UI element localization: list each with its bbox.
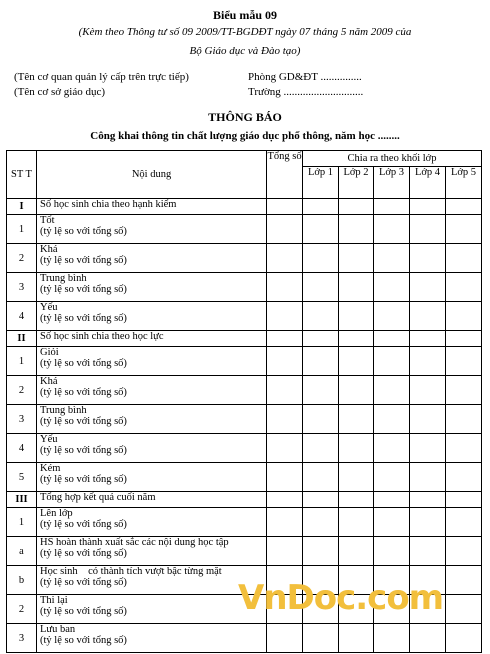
section-row <box>7 492 482 508</box>
total-cell[interactable] <box>267 331 303 347</box>
grade-cell[interactable] <box>303 302 339 331</box>
grade-cell[interactable] <box>339 376 374 405</box>
row-note: (tỷ lệ so với tổng số) <box>40 474 127 485</box>
grade-cell[interactable] <box>410 331 446 347</box>
row-stt: b <box>7 566 37 595</box>
row-note: (tỷ lệ so với tổng số) <box>40 416 127 427</box>
row-stt: 4 <box>7 434 37 463</box>
grade-cell[interactable] <box>374 537 410 566</box>
row-stt: I <box>7 199 37 215</box>
total-cell[interactable] <box>267 376 303 405</box>
row-stt: 5 <box>7 463 37 492</box>
department-field: Phòng GD&ĐT ............... <box>248 71 362 83</box>
grade-cell[interactable] <box>339 508 374 537</box>
grade-cell[interactable] <box>374 302 410 331</box>
row-content <box>37 566 267 595</box>
grade-cell[interactable] <box>339 302 374 331</box>
row-label: Lưu ban <box>40 624 76 635</box>
row-stt: 3 <box>7 405 37 434</box>
notice-subtitle: Công khai thông tin chất lượng giáo dục phổ thông, năm học ........ <box>90 130 400 142</box>
grade-cell[interactable] <box>410 347 446 376</box>
grade-cell[interactable] <box>410 405 446 434</box>
table-row <box>7 347 482 376</box>
total-cell[interactable] <box>267 347 303 376</box>
row-content <box>37 434 267 463</box>
header-grade-5: Lớp 5 <box>446 167 482 199</box>
row-stt: 1 <box>7 347 37 376</box>
row-content <box>37 331 267 347</box>
grade-cell[interactable] <box>374 273 410 302</box>
school-name-label: (Tên cơ sở giáo dục) <box>14 86 106 98</box>
grade-cell[interactable] <box>303 273 339 302</box>
grade-cell[interactable] <box>374 492 410 508</box>
grade-cell[interactable] <box>303 434 339 463</box>
grade-cell[interactable] <box>374 508 410 537</box>
grade-cell[interactable] <box>446 463 482 492</box>
table-row <box>7 508 482 537</box>
table-row <box>7 434 482 463</box>
grade-cell[interactable] <box>339 215 374 244</box>
grade-cell[interactable] <box>410 508 446 537</box>
total-cell[interactable] <box>267 463 303 492</box>
table-row <box>7 405 482 434</box>
row-note: (tỷ lệ so với tổng số) <box>40 313 127 324</box>
row-stt: 4 <box>7 302 37 331</box>
row-label: Trung bình <box>40 273 87 284</box>
grade-cell[interactable] <box>374 215 410 244</box>
grade-cell[interactable] <box>410 376 446 405</box>
row-stt: 2 <box>7 376 37 405</box>
table-row <box>7 537 482 566</box>
grade-cell[interactable] <box>374 376 410 405</box>
header-grade-3: Lớp 3 <box>374 167 410 199</box>
grade-cell[interactable] <box>410 537 446 566</box>
grade-cell[interactable] <box>410 463 446 492</box>
grade-cell[interactable] <box>339 347 374 376</box>
row-label: Số học sinh chia theo học lực <box>40 331 164 342</box>
row-label: Lên lớp <box>40 508 73 519</box>
vndoc-watermark-logo: VnDoc.com <box>238 578 444 618</box>
grade-cell[interactable] <box>339 199 374 215</box>
row-stt: 3 <box>7 273 37 302</box>
grade-cell[interactable] <box>339 463 374 492</box>
header-content: Nội dung <box>37 151 267 199</box>
grade-cell[interactable] <box>339 434 374 463</box>
grade-cell[interactable] <box>374 331 410 347</box>
grade-cell[interactable] <box>446 508 482 537</box>
row-stt: 1 <box>7 508 37 537</box>
row-content <box>37 624 267 653</box>
grade-cell[interactable] <box>374 244 410 273</box>
row-stt: 1 <box>7 215 37 244</box>
row-note: (tỷ lệ so với tổng số) <box>40 548 127 559</box>
row-stt: 3 <box>7 624 37 653</box>
grade-cell[interactable] <box>374 405 410 434</box>
row-content <box>37 508 267 537</box>
table-row <box>7 376 482 405</box>
grade-cell[interactable] <box>303 463 339 492</box>
table-row <box>7 624 482 653</box>
grade-cell[interactable] <box>374 434 410 463</box>
grade-cell[interactable] <box>446 347 482 376</box>
grade-cell[interactable] <box>446 376 482 405</box>
total-cell[interactable] <box>267 273 303 302</box>
header-grade-group: Chia ra theo khối lớp <box>303 151 482 167</box>
grade-cell[interactable] <box>303 508 339 537</box>
row-stt: III <box>7 492 37 508</box>
grade-cell[interactable] <box>446 331 482 347</box>
table-row <box>7 273 482 302</box>
header-grade-1: Lớp 1 <box>303 167 339 199</box>
section-row <box>7 199 482 215</box>
row-stt: a <box>7 537 37 566</box>
circular-reference: (Kèm theo Thông tư số 09 2009/TT-BGDĐT ngày 07 tháng 5 năm 2009 của <box>78 26 412 38</box>
grade-cell[interactable] <box>339 273 374 302</box>
header-grade-4: Lớp 4 <box>410 167 446 199</box>
row-label: Trung bình <box>40 405 87 416</box>
notice-title: THÔNG BÁO <box>208 110 282 124</box>
grade-cell[interactable] <box>446 595 482 624</box>
row-label: Số học sinh chia theo hạnh kiểm <box>40 199 177 210</box>
row-label: Khá <box>40 376 58 387</box>
row-content <box>37 463 267 492</box>
header-total: Tổng số <box>267 151 303 199</box>
table-row <box>7 463 482 492</box>
grade-cell[interactable] <box>339 492 374 508</box>
row-content <box>37 347 267 376</box>
row-note: (tỷ lệ so với tổng số) <box>40 445 127 456</box>
total-cell[interactable] <box>267 302 303 331</box>
row-note: (tỷ lệ so với tổng số) <box>40 519 127 530</box>
grade-cell[interactable] <box>446 566 482 595</box>
row-label: Yếu <box>40 434 58 445</box>
grade-cell[interactable] <box>339 331 374 347</box>
grade-cell[interactable] <box>410 492 446 508</box>
total-cell[interactable] <box>267 244 303 273</box>
form-title: Biểu mẫu 09 <box>212 8 277 22</box>
row-note: (tỷ lệ so với tổng số) <box>40 387 127 398</box>
table-row <box>7 302 482 331</box>
row-label: Tổng hợp kết quả cuối năm <box>40 492 156 503</box>
school-field: Trường ............................. <box>248 86 364 98</box>
total-cell[interactable] <box>267 215 303 244</box>
header-stt: ST T <box>7 151 37 199</box>
grade-cell[interactable] <box>303 492 339 508</box>
grade-cell[interactable] <box>446 492 482 508</box>
grade-cell[interactable] <box>446 405 482 434</box>
grade-cell[interactable] <box>303 537 339 566</box>
row-content <box>37 199 267 215</box>
section-row <box>7 331 482 347</box>
grade-cell[interactable] <box>446 273 482 302</box>
grade-cell[interactable] <box>303 331 339 347</box>
grade-cell[interactable] <box>446 434 482 463</box>
row-note: (tỷ lệ so với tổng số) <box>40 577 127 588</box>
row-note: (tỷ lệ so với tổng số) <box>40 358 127 369</box>
total-cell[interactable] <box>267 624 303 653</box>
grade-cell[interactable] <box>410 273 446 302</box>
row-content <box>37 215 267 244</box>
grade-cell[interactable] <box>410 624 446 653</box>
grade-cell[interactable] <box>446 199 482 215</box>
total-cell[interactable] <box>267 508 303 537</box>
row-content <box>37 376 267 405</box>
total-cell[interactable] <box>267 492 303 508</box>
row-note: (tỷ lệ so với tổng số) <box>40 284 127 295</box>
row-content <box>37 537 267 566</box>
grade-cell[interactable] <box>339 244 374 273</box>
grade-cell[interactable] <box>303 624 339 653</box>
row-content <box>37 595 267 624</box>
grade-cell[interactable] <box>410 244 446 273</box>
grade-cell[interactable] <box>303 405 339 434</box>
row-label: Thi lại <box>40 595 68 606</box>
grade-cell[interactable] <box>374 624 410 653</box>
grade-cell[interactable] <box>410 199 446 215</box>
grade-cell[interactable] <box>446 302 482 331</box>
total-cell[interactable] <box>267 537 303 566</box>
ministry-reference: Bộ Giáo dục và Đào tạo) <box>189 45 301 57</box>
grade-cell[interactable] <box>339 624 374 653</box>
table-row <box>7 244 482 273</box>
grade-cell[interactable] <box>374 347 410 376</box>
grade-cell[interactable] <box>410 434 446 463</box>
row-label: Giỏi <box>40 347 59 358</box>
total-cell[interactable] <box>267 434 303 463</box>
grade-cell[interactable] <box>303 244 339 273</box>
grade-cell[interactable] <box>446 244 482 273</box>
row-note: (tỷ lệ so với tổng số) <box>40 635 127 646</box>
row-label: Tốt <box>40 215 55 226</box>
grade-cell[interactable] <box>446 215 482 244</box>
grade-cell[interactable] <box>374 463 410 492</box>
total-cell[interactable] <box>267 199 303 215</box>
row-note: (tỷ lệ so với tổng số) <box>40 255 127 266</box>
grade-cell[interactable] <box>446 624 482 653</box>
table-row <box>7 215 482 244</box>
grade-cell[interactable] <box>303 347 339 376</box>
row-note: (tỷ lệ so với tổng số) <box>40 606 127 617</box>
row-stt: 2 <box>7 595 37 624</box>
grade-cell[interactable] <box>410 215 446 244</box>
row-stt: 2 <box>7 244 37 273</box>
row-label: Khá <box>40 244 58 255</box>
row-label: HS hoàn thành xuất sắc các nội dung học tập <box>40 537 229 548</box>
row-label: Yếu <box>40 302 58 313</box>
row-content <box>37 273 267 302</box>
parent-agency-label: (Tên cơ quan quản lý cấp trên trực tiếp) <box>14 71 189 83</box>
grade-cell[interactable] <box>374 199 410 215</box>
row-content <box>37 302 267 331</box>
row-stt: II <box>7 331 37 347</box>
grade-cell[interactable] <box>303 215 339 244</box>
header-grade-2: Lớp 2 <box>339 167 374 199</box>
grade-cell[interactable] <box>446 537 482 566</box>
row-label: Kém <box>40 463 61 474</box>
row-content <box>37 405 267 434</box>
row-label: Học sinh có thành tích vượt bậc từng mặt <box>40 566 222 577</box>
grade-cell[interactable] <box>339 537 374 566</box>
row-content <box>37 244 267 273</box>
grade-cell[interactable] <box>303 199 339 215</box>
grade-cell[interactable] <box>303 376 339 405</box>
total-cell[interactable] <box>267 405 303 434</box>
row-content <box>37 492 267 508</box>
row-note: (tỷ lệ so với tổng số) <box>40 226 127 237</box>
grade-cell[interactable] <box>339 405 374 434</box>
grade-cell[interactable] <box>410 302 446 331</box>
